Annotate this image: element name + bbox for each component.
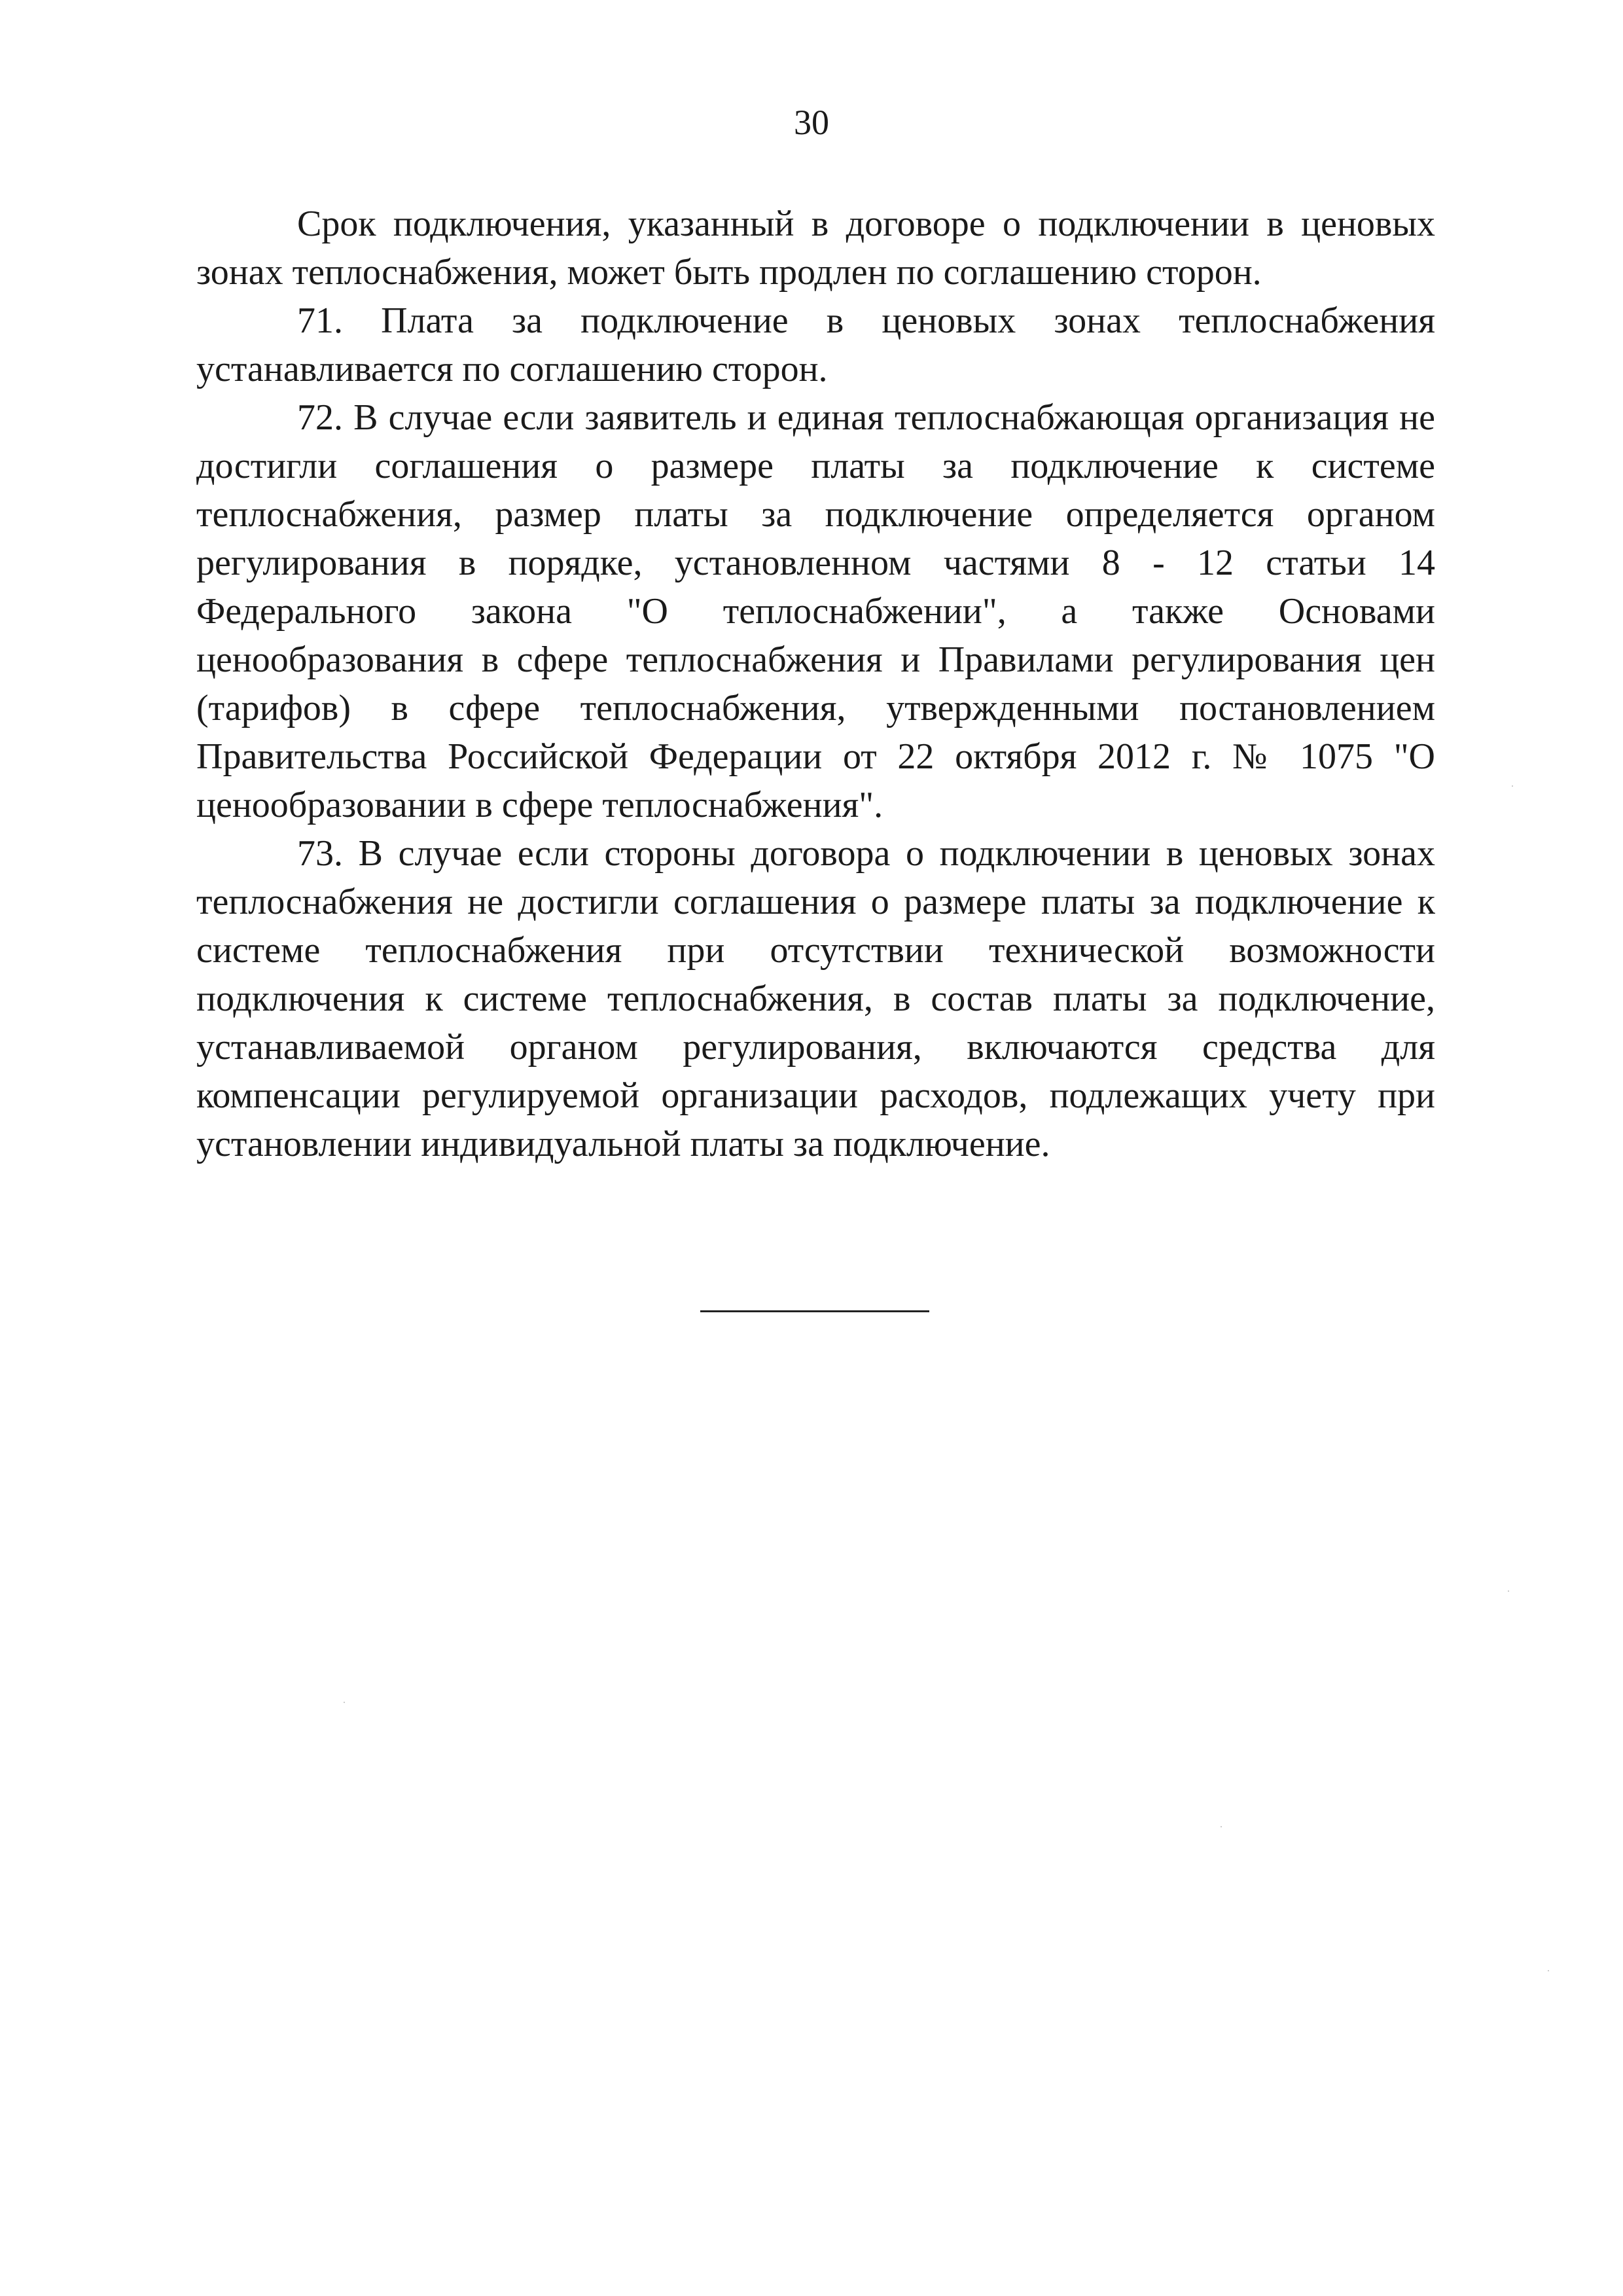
scan-speck xyxy=(1508,1590,1509,1592)
paragraph-71: 71. Плата за подключение в ценовых зонах теплоснабжения устанавливается по соглашению сторон. xyxy=(196,300,1435,389)
paragraph-73: 73. В случае если стороны договора о подключении в ценовых зонах теплоснабжения не достигли соглашения о размере платы за подключение к системе теплоснабжения при отсутствии технической возможности подключения к системе теплоснабжения, в состав платы за подключение, устанавливаемой органом регулирования, включаются средства для компенсации регулируемой организации расходов, подлежащих учету при установлении индивидуальной платы за подключение. xyxy=(196,833,1435,1164)
scan-speck xyxy=(1512,785,1513,787)
end-of-text-rule xyxy=(700,1310,929,1312)
scan-speck xyxy=(1548,1970,1549,1971)
paragraph-term-extension: Срок подключения, указанный в договоре о подключении в ценовых зонах теплоснабжения, может быть продлен по соглашению сторон. xyxy=(196,204,1435,293)
document-body xyxy=(196,200,1435,1168)
page-number: 30 xyxy=(794,103,829,142)
scan-speck xyxy=(344,1702,345,1703)
scan-speck xyxy=(1221,1826,1222,1827)
paragraph-72: 72. В случае если заявитель и единая теплоснабжающая организация не достигли соглашения о размере платы за подключение к системе теплоснабжения, размер платы за подключение определяется органом регулирования в порядке, установленном частями 8 - 12 статьи 14 Федерального закона "О теплоснабжении", а также Основами ценообразования в сфере теплоснабжения и Правилами регулирования цен (тарифов) в сфере теплоснабжения, утвержденными постановлением Правительства Российской Федерации от 22 октября 2012 г. № 1075 "О ценообразовании в сфере теплоснабжения". xyxy=(196,397,1435,825)
